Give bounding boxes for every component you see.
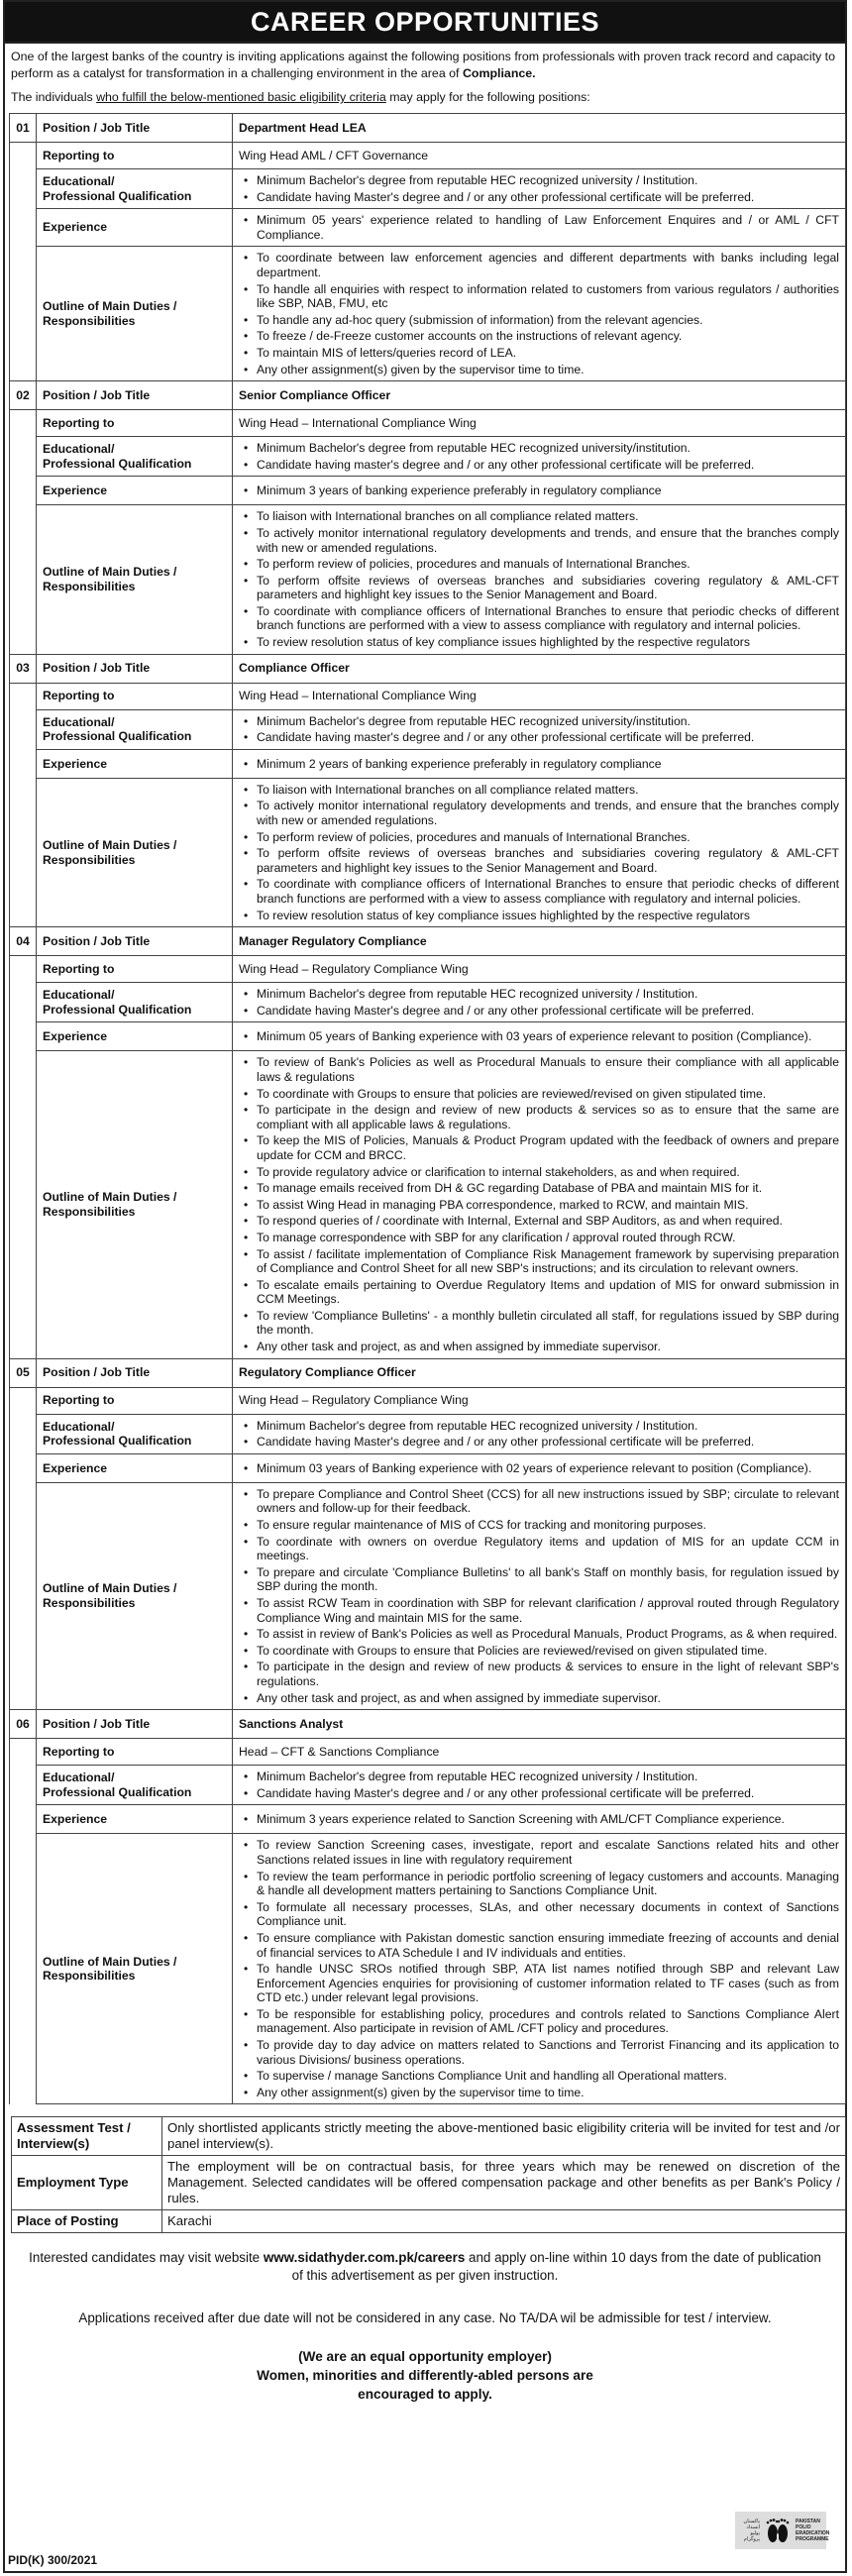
duty-item: • To review the team performance in periodic portfolio screening of legacy customers and accounts. Managing & handle all development matters pertaining to Sanctions Compliance Unit. (257, 1870, 839, 1898)
experience-value (233, 477, 846, 505)
education-value (233, 1766, 846, 1805)
experience-label: Experience (37, 749, 233, 778)
education-item: • Minimum Bachelor's degree from reputable HEC recognized university / Institution. (257, 173, 839, 188)
terms-label: Place of Posting (12, 2210, 162, 2233)
education-item: • Minimum Bachelor's degree from reputable HEC recognized university / Institution. (257, 1770, 839, 1784)
position-title-row (10, 114, 846, 143)
education-list (239, 441, 839, 472)
experience-label: Experience (37, 209, 233, 247)
duties-label (37, 1482, 233, 1709)
experience-row (10, 1453, 846, 1482)
education-item: • Candidate having master's degree and / or any other professional certificate will be preferred. (257, 730, 839, 745)
duty-item: • To maintain MIS of letters/queries record of LEA. (257, 346, 839, 361)
page-title: CAREER OPPORTUNITIES (5, 2, 845, 44)
duties-value (233, 1051, 846, 1358)
experience-label: Experience (37, 1453, 233, 1482)
reporting-value: Wing Head – Regulatory Compliance Wing (233, 1387, 846, 1414)
education-item: • Candidate having Master's degree and / or any other professional certificate will be preferred. (257, 1435, 839, 1449)
duty-item: • To assist / facilitate implementation of Compliance Risk Management framework by supervising preparation of Compliance and Control Sheet for all new SBP's instructions; and its circulation to relevant owners. (257, 1247, 839, 1276)
education-label (37, 1766, 233, 1805)
terms-row-assessment (12, 2117, 846, 2156)
duty-item: • To handle all enquiries with respect to information related to customers from various regulators / authorities like SBP, NAB, FMU, etc (257, 282, 839, 311)
experience-row (10, 1022, 846, 1051)
position-number: 06 (10, 1710, 37, 1739)
duty-item: • To handle any ad-hoc query (submission of information) from the relevant agencies. (257, 313, 839, 328)
careers-link[interactable]: www.sidathyder.com.pk/careers (263, 2250, 466, 2266)
duty-item: • To assist in review of Bank's Policies as well as Procedural Manuals, Product Programs, as & when required. (257, 1627, 839, 1642)
duty-item: • To perform offsite reviews of overseas branches and subsidiaries covering regulatory & AML-CFT parameters and highlight key issues to the Senior Management and Board. (257, 846, 839, 875)
eoe-line: (We are an equal opportunity employer) (298, 2349, 552, 2365)
position-title: Senior Compliance Officer (233, 381, 846, 410)
duties-label (37, 1834, 233, 2104)
duty-item: • To freeze / de-Freeze customer accounts on the instructions of relevant agency. (257, 329, 839, 344)
reporting-label: Reporting to (37, 1387, 233, 1414)
intro-text: One of the largest banks of the country is inviting applications against the following positions from professionals with proven track record and capacity to perform as a catalyst for transformation in a challenging environment in the area of (11, 50, 835, 80)
duties-value (233, 505, 846, 654)
duty-item: • To liaison with International branches on all compliance related matters. (257, 509, 839, 524)
experience-label: Experience (37, 1022, 233, 1051)
duty-item: • To assist RCW Team in coordination with SBP for relevant clarification / approval routed through Regulatory Compliance Wing and maintain MIS for the same. (257, 1596, 839, 1625)
reporting-row (10, 1387, 846, 1414)
experience-label: Experience (37, 477, 233, 505)
reporting-value: Wing Head – International Compliance Wing (233, 410, 846, 437)
duty-item: • To coordinate with owners on overdue Regulatory items and updation of MIS for an update CCM in meetings. (257, 1535, 839, 1563)
duty-item: • To review resolution status of key compliance issues highlighted by the respective regulators (257, 635, 839, 650)
duty-item: • Any other assignment(s) given by the supervisor time to time. (257, 2086, 839, 2100)
terms-value: Karachi (162, 2210, 846, 2233)
education-item: • Candidate having master's degree and / or any other professional certificate will be preferred. (257, 458, 839, 473)
duties-label-line: Outline of Main Duties / (43, 1954, 177, 1969)
education-label (37, 437, 233, 477)
position-title: Department Head LEA (233, 114, 846, 143)
positions-table (9, 113, 846, 2104)
duty-item: • To participate in the design and review of new products & services to ensure in the light of relevant SBP's regulations. (257, 1660, 839, 1688)
duty-item: • To actively monitor international regulatory developments and trends, and ensure that the branches comply with new or amended regulations. (257, 799, 839, 827)
duties-value (233, 1834, 846, 2104)
education-label-line: Professional Qualification (43, 188, 192, 203)
education-item: • Minimum Bachelor's degree from reputable HEC recognized university / Institution. (257, 1419, 839, 1434)
duty-item: • To assist Wing Head in managing PBA correspondence, marked to RCW, and maintain MIS. (257, 1198, 839, 1213)
education-row (10, 1766, 846, 1805)
publication-id: PID(K) 300/2021 (8, 2553, 98, 2567)
position-number: 01 (10, 114, 37, 143)
education-row (10, 437, 846, 477)
duties-row (10, 778, 846, 926)
duties-label (37, 247, 233, 381)
education-list (239, 987, 839, 1018)
experience-row (10, 477, 846, 505)
position-title: Compliance Officer (233, 654, 846, 683)
education-list (239, 1770, 839, 1800)
duties-list (239, 1055, 839, 1353)
education-value (233, 983, 846, 1022)
polio-eradication-logo (735, 2512, 830, 2549)
polio-logo-urdu-text: پاکستان انسداد پولیو پروگرام (743, 2519, 760, 2542)
duties-label (37, 505, 233, 654)
duty-item: • To liaison with International branches on all compliance related matters. (257, 783, 839, 798)
duty-item: • To review resolution status of key compliance issues highlighted by the respective regulators (257, 909, 839, 923)
position-number-spacer (10, 1387, 37, 1710)
duties-label-line: Outline of Main Duties / (43, 299, 177, 314)
education-list (239, 714, 839, 745)
education-label-line: Educational/ (43, 1771, 115, 1785)
duty-item: • To prepare and circulate 'Compliance Bulletins' to all bank's Staff on monthly basis, for regulation issued by SBP during the month. (257, 1565, 839, 1594)
position-number: 05 (10, 1358, 37, 1387)
duties-label-line: Responsibilities (43, 579, 136, 593)
experience-value (233, 1453, 846, 1482)
experience-item: • Minimum 2 years of banking experience preferably in regulatory compliance (257, 757, 839, 772)
reporting-label: Reporting to (37, 683, 233, 709)
terms-label: Assessment Test / Interview(s) (12, 2117, 162, 2156)
duties-list (239, 783, 839, 922)
duty-item: • To provide regulatory advice or clarification to internal stakeholders, as and when required. (257, 1165, 839, 1180)
position-label: Position / Job Title (37, 927, 233, 956)
experience-row (10, 1805, 846, 1834)
duty-item: • To ensure compliance with Pakistan domestic sanction ensuring immediate freezing of accounts and denial of financial services to ATA Schedule I and IV individuals and entities. (257, 1931, 839, 1960)
reporting-value: Head – CFT & Sanctions Compliance (233, 1739, 846, 1766)
eligibility-underlined: who fulfill the below-mentioned basic eligibility criteria (96, 90, 386, 104)
duty-item: • Any other task and project, as and when assigned by immediate supervisor. (257, 1340, 839, 1354)
position-label: Position / Job Title (37, 381, 233, 410)
duty-item: • To coordinate with Groups to ensure that policies are reviewed/revised on given stipulated time. (257, 1087, 839, 1102)
duty-item: • To perform review of policies, procedures and manuals of International Branches. (257, 830, 839, 845)
reporting-label: Reporting to (37, 143, 233, 169)
reporting-value: Wing Head – Regulatory Compliance Wing (233, 956, 846, 983)
experience-list (239, 213, 839, 242)
duty-item: • To keep the MIS of Policies, Manuals & Product Program updated with the feedback of owners and prepare update for CCM and BRCC. (257, 1133, 839, 1162)
apply-instructions (25, 2249, 825, 2285)
education-row (10, 709, 846, 749)
apply-text: Interested candidates may visit website (29, 2250, 264, 2266)
duty-item: • To be responsible for establishing policy, procedures and controls related to Sanctions Compliance Alert management. Also participate in revision of AML /CFT policy and procedures. (257, 2007, 839, 2036)
duties-label-line: Responsibilities (43, 1969, 136, 1984)
equal-opportunity-statement (5, 2347, 845, 2404)
duties-label-line: Responsibilities (43, 313, 136, 328)
eligibility-note (11, 89, 839, 106)
education-value (233, 437, 846, 477)
education-item: • Minimum Bachelor's degree from reputable HEC recognized university / Institution. (257, 987, 839, 1002)
experience-item: • Minimum 05 years' experience related to handling of Law Enforcement Enquires and / or AML / CFT Compliance. (257, 213, 839, 242)
duty-item: • To review 'Compliance Bulletins' - a monthly bulletin circulated all staff, for regulations issued by SBP during the month. (257, 1309, 839, 1338)
duty-item: • To handle UNSC SROs notified through SBP, ATA list names notified through SBP and relevant Law Enforcement Agencies enquiries for provisioning of customer information related to TF cases (such as from CTD etc.) under relevant legal provisions. (257, 1962, 839, 2005)
position-title-row (10, 381, 846, 410)
position-title: Sanctions Analyst (233, 1710, 846, 1739)
duties-list (239, 251, 839, 376)
duties-list (239, 1838, 839, 2099)
duty-item: • To ensure regular maintenance of MIS of CCS for tracking and monitoring purposes. (257, 1518, 839, 1533)
duty-item: • To coordinate with compliance officers of International Branches to ensure that periodic checks of different branch functions are performed with a view to assess compliance with regulatory and internal policies. (257, 877, 839, 906)
experience-list (239, 1812, 839, 1827)
duty-item: • Any other assignment(s) given by the supervisor time to time. (257, 363, 839, 377)
duty-item: • To actively monitor international regulatory developments and trends, and ensure that the branches comply with new or amended regulations. (257, 526, 839, 555)
experience-value (233, 1022, 846, 1051)
duties-list (239, 1487, 839, 1705)
duties-row (10, 1051, 846, 1358)
duty-item: • To review Sanction Screening cases, investigate, report and escalate Sanctions related hits and other Sanctions related issues in line with regulatory requirement (257, 1838, 839, 1867)
education-label-line: Professional Qualification (43, 1784, 192, 1799)
terms-table (11, 2116, 846, 2233)
duty-item: • To manage correspondence with SBP for any clarification / approval routed through RCW. (257, 1231, 839, 1245)
position-title: Regulatory Compliance Officer (233, 1358, 846, 1387)
experience-item: • Minimum 3 years of banking experience preferably in regulatory compliance (257, 483, 839, 498)
position-label: Position / Job Title (37, 114, 233, 143)
education-label (37, 983, 233, 1022)
duty-item: • To prepare Compliance and Control Sheet (CCS) for all new instructions issued by SBP; circulate to relevant owners and follow-up for their feedback. (257, 1487, 839, 1516)
experience-item: • Minimum 03 years of Banking experience with 02 years of experience relevant to position (Compliance). (257, 1461, 839, 1476)
education-label-line: Educational/ (43, 442, 115, 457)
experience-list (239, 483, 839, 498)
terms-row-employment-type (12, 2156, 846, 2210)
terms-value: The employment will be on contractual basis, for three years which may be renewed on discretion of the Management. Selected candidates will be offered compensation package and other benefits as per Bank's Policy / rules. (162, 2156, 846, 2210)
experience-list (239, 757, 839, 772)
duty-item: • To supervise / manage Sanctions Compliance Unit and handling all Operational matters. (257, 2069, 839, 2084)
eoe-line: Women, minorities and differently-abled persons are (257, 2368, 593, 2384)
experience-item: • Minimum 05 years of Banking experience with 03 years of experience relevant to position (Compliance). (257, 1029, 839, 1044)
terms-label: Employment Type (12, 2156, 162, 2210)
education-item: • Minimum Bachelor's degree from reputable HEC recognized university/institution. (257, 714, 839, 729)
terms-value: Only shortlisted applicants strictly meeting the above-mentioned basic eligibility criteria will be invited for test and /or panel interview(s). (162, 2117, 846, 2156)
duty-item: • To escalate emails pertaining to Overdue Regulatory Items and updation of MIS for onward submission in CCM Meetings. (257, 1278, 839, 1307)
duty-item: • To review of Bank's Policies as well as Procedural Manuals to ensure their compliance with all applicable laws & regulations (257, 1055, 839, 1084)
duty-item: • To perform review of policies, procedures and manuals of International Branches. (257, 557, 839, 572)
position-number: 02 (10, 381, 37, 410)
polio-logo-english-text: PAKISTAN POLIO ERADICATION PROGRAMME (796, 2519, 830, 2542)
duty-item: • To perform offsite reviews of overseas branches and subsidiaries covering regulatory & AML-CFT parameters and highlight key issues to the Senior Management and Board. (257, 574, 839, 602)
duties-row (10, 505, 846, 654)
duty-item: • To formulate all necessary processes, SLAs, and other necessary documents in context of Sanctions Compliance unit. (257, 1900, 839, 1929)
education-item: • Candidate having Master's degree and / or any other professional certificate will be preferred. (257, 1786, 839, 1801)
duties-row (10, 1482, 846, 1709)
duties-label-line: Outline of Main Duties / (43, 565, 177, 580)
reporting-label: Reporting to (37, 1739, 233, 1766)
duties-row (10, 1834, 846, 2104)
position-number-spacer (10, 143, 37, 381)
duties-label (37, 778, 233, 926)
duties-list (239, 509, 839, 649)
terms-row-place-of-posting (12, 2210, 846, 2233)
duty-item: • To provide day to day advice on matters related to Sanctions and Terrorist Financing and its application to various Divisions/ business operations. (257, 2038, 839, 2067)
duties-label (37, 1051, 233, 1358)
experience-row (10, 209, 846, 247)
reporting-row (10, 956, 846, 983)
position-number: 03 (10, 654, 37, 683)
education-row (10, 983, 846, 1022)
experience-value (233, 1805, 846, 1834)
position-title-row (10, 1710, 846, 1739)
education-label-line: Educational/ (43, 714, 115, 729)
position-number-spacer (10, 683, 37, 927)
experience-label: Experience (37, 1805, 233, 1834)
education-item: • Candidate having Master's degree and / or any other professional certificate will be preferred. (257, 1004, 839, 1019)
education-label (37, 1414, 233, 1453)
education-label-line: Educational/ (43, 988, 115, 1003)
position-title-row (10, 1358, 846, 1387)
position-label: Position / Job Title (37, 1358, 233, 1387)
position-number-spacer (10, 410, 37, 655)
footprints-icon (763, 2516, 793, 2545)
position-number: 04 (10, 927, 37, 956)
advertisement-page (3, 0, 847, 2573)
education-row (10, 169, 846, 209)
duties-value (233, 247, 846, 381)
reporting-label: Reporting to (37, 956, 233, 983)
experience-list (239, 1029, 839, 1044)
experience-item: • Minimum 3 years experience related to Sanction Screening with AML/CFT Compliance experience. (257, 1812, 839, 1827)
reporting-row (10, 143, 846, 169)
experience-list (239, 1461, 839, 1476)
duties-label-line: Outline of Main Duties / (43, 837, 177, 852)
education-list (239, 173, 839, 204)
position-number-spacer (10, 1739, 37, 2104)
eligibility-text: The individuals (11, 90, 97, 104)
position-label: Position / Job Title (37, 654, 233, 683)
education-label-line: Educational/ (43, 174, 115, 188)
position-number-spacer (10, 956, 37, 1358)
education-label (37, 169, 233, 209)
position-label: Position / Job Title (37, 1710, 233, 1739)
education-item: • Candidate having Master's degree and / or any other professional certificate will be preferred. (257, 190, 839, 205)
education-list (239, 1419, 839, 1449)
education-value (233, 169, 846, 209)
reporting-row (10, 683, 846, 709)
late-application-notice: Applications received after due date will not be considered in any case. No TA/DA wil be admissible for test / interview. (78, 2310, 772, 2326)
reporting-row (10, 410, 846, 437)
education-label-line: Professional Qualification (43, 456, 192, 471)
education-value (233, 709, 846, 749)
education-label-line: Professional Qualification (43, 1002, 192, 1017)
duties-row (10, 247, 846, 381)
education-label-line: Professional Qualification (43, 1434, 192, 1449)
reporting-row (10, 1739, 846, 1766)
duty-item: • Any other task and project, as and when assigned by immediate supervisor. (257, 1691, 839, 1706)
position-title-row (10, 654, 846, 683)
duties-label-line: Outline of Main Duties / (43, 1190, 177, 1205)
duties-label-line: Responsibilities (43, 1205, 136, 1220)
duty-item: • To participate in the design and review of new products & services so as to ensure that the same are compliant with all applicable laws & regulations. (257, 1103, 839, 1131)
education-label (37, 709, 233, 749)
duty-item: • To coordinate between law enforcement agencies and different departments with banks including legal department. (257, 251, 839, 279)
education-label-line: Professional Qualification (43, 729, 192, 744)
intro-emphasis: Compliance. (462, 66, 536, 80)
experience-row (10, 749, 846, 778)
experience-value (233, 749, 846, 778)
duties-value (233, 778, 846, 926)
position-title-row (10, 927, 846, 956)
reporting-value: Wing Head AML / CFT Governance (233, 143, 846, 169)
duty-item: • To coordinate with Groups to ensure that Policies are reviewed/revised on given stipulated time. (257, 1644, 839, 1659)
apply-text-suffix: and apply on-line within 10 days from the date of publication of this advertisement as per given instruction. (291, 2250, 821, 2284)
experience-value (233, 209, 846, 247)
eoe-line: encouraged to apply. (358, 2387, 492, 2403)
duties-value (233, 1482, 846, 1709)
reporting-label: Reporting to (37, 410, 233, 437)
duties-label-line: Responsibilities (43, 852, 136, 867)
intro-paragraph (11, 49, 839, 82)
duties-label-line: Outline of Main Duties / (43, 1581, 177, 1596)
education-item: • Minimum Bachelor's degree from reputable HEC recognized university/institution. (257, 441, 839, 456)
reporting-value: Wing Head – International Compliance Wing (233, 683, 846, 709)
education-row (10, 1414, 846, 1453)
education-label-line: Educational/ (43, 1419, 115, 1434)
duty-item: • To coordinate with compliance officers of International Branches to ensure that periodic checks of different branch functions are performed with a view to assess compliance with regulatory and internal policies. (257, 604, 839, 633)
position-title: Manager Regulatory Compliance (233, 927, 846, 956)
intro-section (5, 44, 845, 106)
education-value (233, 1414, 846, 1453)
eligibility-suffix: may apply for the following positions: (385, 90, 590, 104)
duty-item: • To respond queries of / coordinate with Internal, External and SBP Auditors, as and when required. (257, 1214, 839, 1229)
duty-item: • To manage emails received from DH & GC regarding Database of PBA and maintain MIS for it. (257, 1181, 839, 1196)
duties-label-line: Responsibilities (43, 1596, 136, 1610)
